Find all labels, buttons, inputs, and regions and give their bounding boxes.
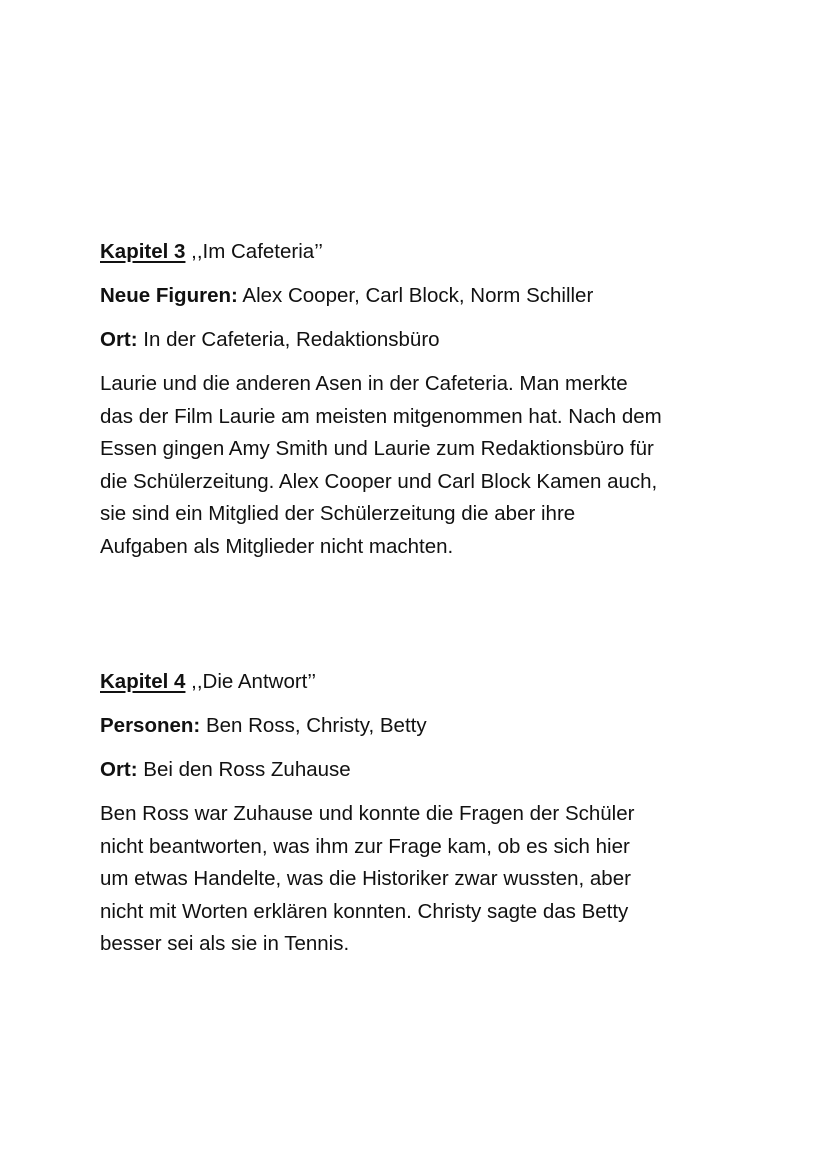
place-label: Ort: xyxy=(100,758,138,781)
chapter-heading xyxy=(100,236,740,268)
characters-value: Alex Cooper, Carl Block, Norm Schiller xyxy=(237,284,594,307)
characters-line xyxy=(100,710,740,742)
chapter-summary: Laurie und die anderen Asen in der Cafeteria. Man merkte das der Film Laurie am meisten mitgenommen hat. Nach dem Essen gingen Amy Smith und Laurie zum Redaktionsbüro für die Schülerzeitung. Alex Cooper und Carl Block Kamen auch, sie sind ein Mitglied der Schülerzeitung die aber ihre Aufgaben als Mitglieder nicht machten. xyxy=(100,372,662,558)
chapter-summary: Ben Ross war Zuhause und konnte die Fragen der Schüler nicht beantworten, was ihm zur Frage kam, ob es sich hier um etwas Handelte, was die Historiker zwar wussten, aber nicht mit Worten erklären konnten. Christy sagte das Betty besser sei als sie in Tennis. xyxy=(100,802,635,956)
chapter-4-section xyxy=(100,666,740,961)
chapter-3-section xyxy=(100,236,740,564)
chapter-title: ,,Die Antwort’’ xyxy=(185,670,317,693)
characters-line xyxy=(100,280,740,312)
place-value: Bei den Ross Zuhause xyxy=(137,758,351,781)
chapter-title: ,,Im Cafeteria’’ xyxy=(185,240,323,263)
characters-value: Ben Ross, Christy, Betty xyxy=(200,714,427,737)
chapter-heading xyxy=(100,666,740,698)
place-value: In der Cafeteria, Redaktionsbüro xyxy=(137,328,440,351)
place-line xyxy=(100,324,740,356)
place-line xyxy=(100,754,740,786)
chapter-number: Kapitel 4 xyxy=(100,670,186,693)
characters-label: Personen: xyxy=(100,714,201,737)
characters-label: Neue Figuren: xyxy=(100,284,238,307)
place-label: Ort: xyxy=(100,328,138,351)
chapter-number: Kapitel 3 xyxy=(100,240,186,263)
